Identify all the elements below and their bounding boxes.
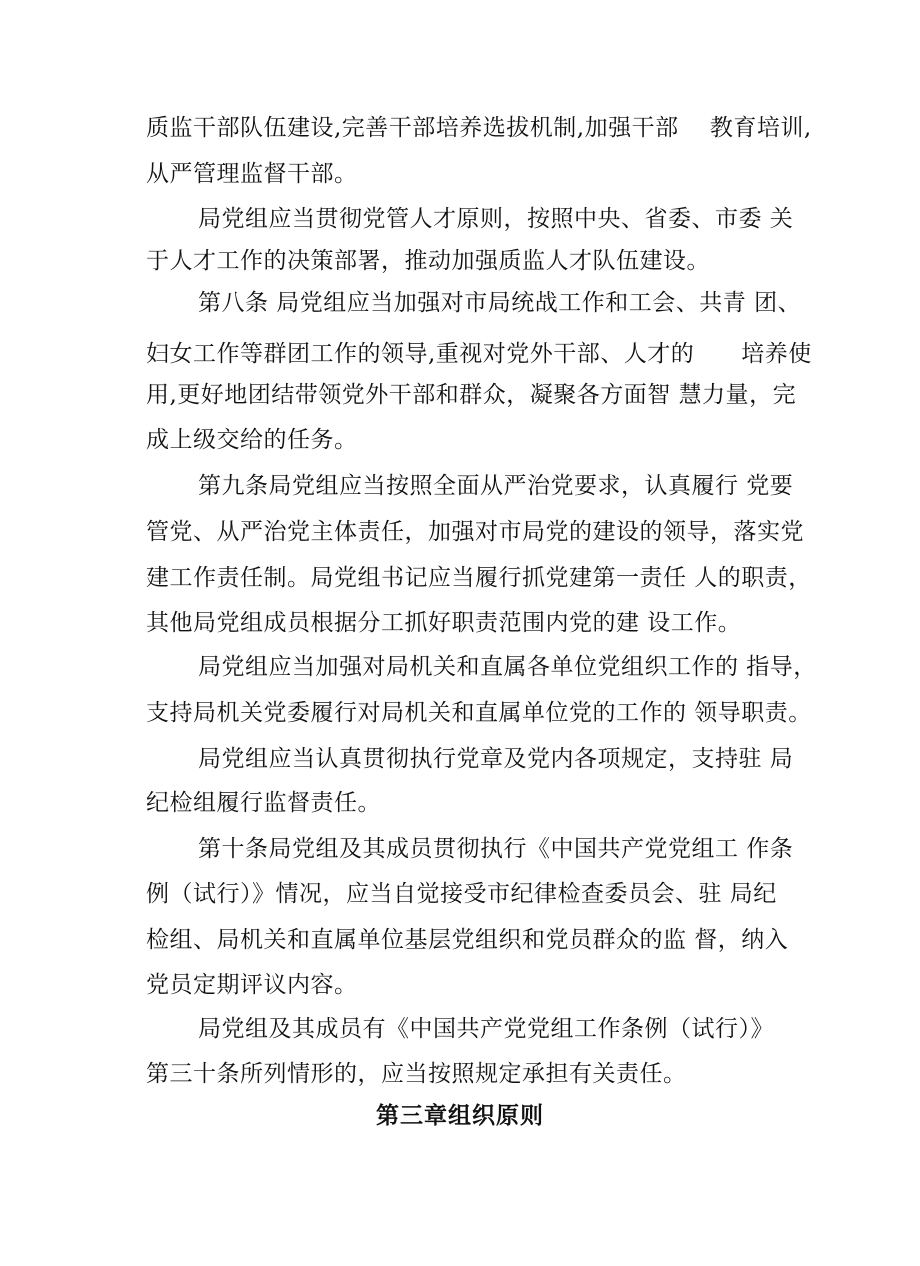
text-line: 妇女工作等群团工作的领导,重视对党外干部、人才的 培养使 [146, 341, 812, 367]
text-line: 支持局机关党委履行对局机关和直属单位党的工作的 领导职责。 [146, 700, 812, 726]
text-line: 第八条 局党组应当加强对市局统战工作和工会、共青 团、 [198, 290, 802, 316]
text-line: 其他局党组成员根据分工抓好职责范围内党的建 设工作。 [146, 610, 742, 636]
text-line: 第十条局党组及其成员贯彻执行《中国共产党党组工 作条 [198, 836, 794, 862]
text-line: 质监干部队伍建设,完善干部培养选拔机制,加强干部 教育培训, [146, 115, 812, 141]
text-line: 局党组及其成员有《中国共产党党组工作条例（试行）》 [198, 1016, 774, 1042]
text-line: 管党、从严治党主体责任，加强对市局党的建设的领导，落实党 [146, 519, 804, 545]
text-line: 第九条局党组应当按照全面从严治党要求，认真履行 党要 [198, 473, 794, 499]
text-line: 用,更好地团结带领党外干部和群众，凝聚各方面智 慧力量，完 [146, 382, 797, 408]
text-line: 局党组应当认真贯彻执行党章及党内各项规定，支持驻 局 [198, 746, 794, 772]
text-line: 第三十条所列情形的，应当按照规定承担有关责任。 [146, 1061, 687, 1087]
text-line: 从严管理监督干部。 [146, 161, 358, 187]
text-line: 纪检组履行监督责任。 [146, 790, 381, 816]
text-line: 建工作责任制。局党组书记应当履行抓党建第一责任 人的职责， [146, 565, 812, 591]
text-line: 党员定期评议内容。 [146, 972, 358, 998]
text-line: 局党组应当贯彻党管人才原则，按照中央、省委、市委 关 [198, 206, 794, 232]
chapter-heading: 第三章组织原则 [376, 1103, 544, 1129]
text-line: 局党组应当加强对局机关和直属各单位党组织工作的 指导， [198, 654, 817, 680]
text-line: 检组、局机关和直属单位基层党组织和党员群众的监 督，纳入 [146, 927, 789, 953]
text-line: 例（试行）》情况，应当自觉接受市纪律检查委员会、驻 局纪 [146, 881, 777, 907]
text-line: 于人才工作的决策部署，推动加强质监人才队伍建设。 [146, 248, 710, 274]
text-line: 成上级交给的任务。 [146, 427, 358, 453]
